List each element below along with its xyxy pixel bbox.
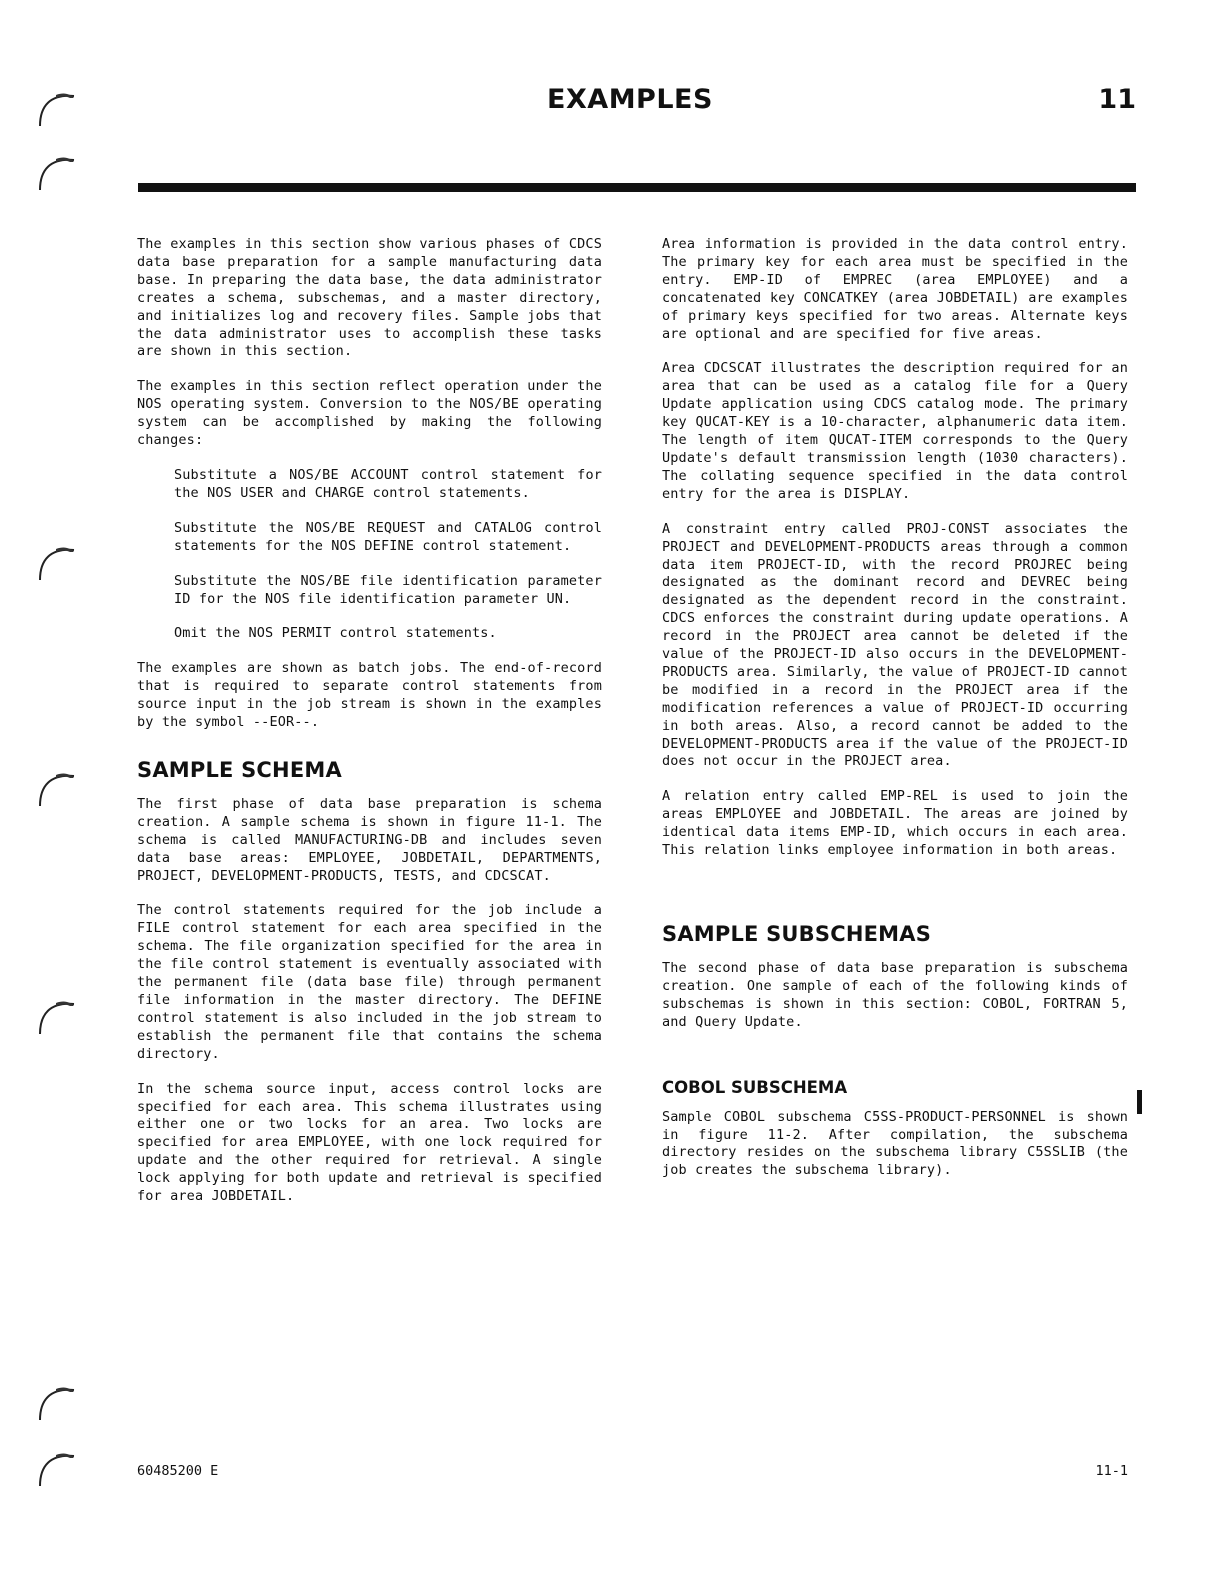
right-column bbox=[662, 236, 1128, 1197]
document-number: 60485200 E bbox=[137, 1463, 219, 1479]
left-column bbox=[137, 236, 602, 1223]
chapter-number: 11 bbox=[1098, 84, 1136, 115]
paragraph: Sample COBOL subschema C5SS-PRODUCT-PERSONNEL is shown in figure 11-2. After compilation, the subschema directory resides on the subschema library C5SSLIB (the job creates the subschema library). bbox=[662, 1108, 1128, 1179]
binder-hole-icon bbox=[36, 1446, 80, 1490]
binder-hole-icon bbox=[36, 766, 80, 810]
page-title: EXAMPLES bbox=[547, 84, 713, 115]
paragraph: The control statements required for the job include a FILE control statement for each area specified in the schema. The file organization specified for the area in the file control statement is eventually associated with the permanent file (data base file) through permanent file information in the master directory. The DEFINE control statement is also included in the job stream to establish the permanent file that contains the schema directory. bbox=[137, 902, 602, 1062]
change-item: Substitute a NOS/BE ACCOUNT control statement for the NOS USER and CHARGE control statements. bbox=[174, 466, 602, 501]
binder-hole-icon bbox=[36, 86, 80, 130]
paragraph: The examples are shown as batch jobs. The end-of-record that is required to separate control statements from source input in the job stream is shown in the examples by the symbol --EOR--. bbox=[137, 660, 602, 731]
header-rule bbox=[138, 183, 1136, 192]
paragraph: The examples in this section reflect operation under the NOS operating system. Conversion to the NOS/BE operating system can be accomplished by making the following changes: bbox=[137, 378, 602, 449]
section-heading: SAMPLE SUBSCHEMAS bbox=[662, 922, 932, 946]
binder-hole-icon bbox=[36, 150, 80, 194]
paragraph: In the schema source input, access control locks are specified for each area. This schema illustrates using either one or two locks for an area. Two locks are specified for area EMPLOYEE, with one lock required for update and the other required for retrieval. A single lock applying for both update and retrieval is specified for area JOBDETAIL. bbox=[137, 1080, 602, 1205]
paragraph: A relation entry called EMP-REL is used to join the areas EMPLOYEE and JOBDETAIL. The areas are joined by identical data items EMP-ID, which occurs in each area. This relation links employee information in both areas. bbox=[662, 788, 1128, 859]
binder-hole-icon bbox=[36, 1380, 80, 1424]
paragraph: The first phase of data base preparation is schema creation. A sample schema is shown in figure 11-1. The schema is called MANUFACTURING-DB and includes seven data base areas: EMPLOYEE, JOBDETAIL, DEPARTMENTS, PROJECT, DEVELOPMENT-PRODUCTS, TESTS, and CDCSCAT. bbox=[137, 795, 602, 884]
binder-hole-icon bbox=[36, 540, 80, 584]
paragraph: Area CDCSCAT illustrates the description required for an area that can be used as a catalog file for a Query Update application using CDCS catalog mode. The primary key QUCAT-KEY is a 10-character, alphanumeric data item. The length of item QUCAT-ITEM corresponds to the Query Update's default transmission length (1030 characters). The collating sequence specified in the data control entry for the area is DISPLAY. bbox=[662, 360, 1128, 502]
change-item: Omit the NOS PERMIT control statements. bbox=[174, 625, 497, 642]
change-bar bbox=[1137, 1090, 1142, 1114]
paragraph: A constraint entry called PROJ-CONST associates the PROJECT and DEVELOPMENT-PRODUCTS areas through a common data item PROJECT-ID, with the record PROJREC being designated as the dominant record and DEVREC being designated as the dependent record in the constraint. CDCS enforces the constraint during update operations. A record in the PROJECT area cannot be deleted if the value of the PROJECT-ID also occurs in the DEVELOPMENT-PRODUCTS area. Similarly, the value of PROJECT-ID cannot be modified in a record in the PROJECT area if the modification references a value of PROJECT-ID occurring in both areas. Also, a record cannot be added to the DEVELOPMENT-PRODUCTS area if the value of the PROJECT-ID does not occur in the PROJECT area. bbox=[662, 520, 1128, 770]
paragraph: The second phase of data base preparation is subschema creation. One sample of each of the following kinds of subschemas is shown in this section: COBOL, FORTRAN 5, and Query Update. bbox=[662, 960, 1128, 1030]
binder-hole-icon bbox=[36, 994, 80, 1038]
paragraph: Area information is provided in the data control entry. The primary key for each area must be specified in the entry. EMP-ID of EMPREC (area EMPLOYEE) and a concatenated key CONCATKEY (area JOBDETAIL) are examples of primary keys specified for two areas. Alternate keys are optional and are specified for five areas. bbox=[662, 236, 1128, 342]
change-item: Substitute the NOS/BE file identification parameter ID for the NOS file identification parameter UN. bbox=[174, 572, 602, 607]
page-number: 11-1 bbox=[1095, 1463, 1128, 1479]
subsection-heading: COBOL SUBSCHEMA bbox=[662, 1077, 848, 1097]
section-heading: SAMPLE SCHEMA bbox=[137, 757, 342, 782]
change-item: Substitute the NOS/BE REQUEST and CATALOG control statements for the NOS DEFINE control statement. bbox=[174, 519, 602, 554]
paragraph: The examples in this section show various phases of CDCS data base preparation for a sample manufacturing data base. In preparing the data base, the data administrator creates a schema, subschemas, and a master directory, and initializes log and recovery files. Sample jobs that the data administrator uses to accomplish these tasks are shown in this section. bbox=[137, 236, 602, 360]
